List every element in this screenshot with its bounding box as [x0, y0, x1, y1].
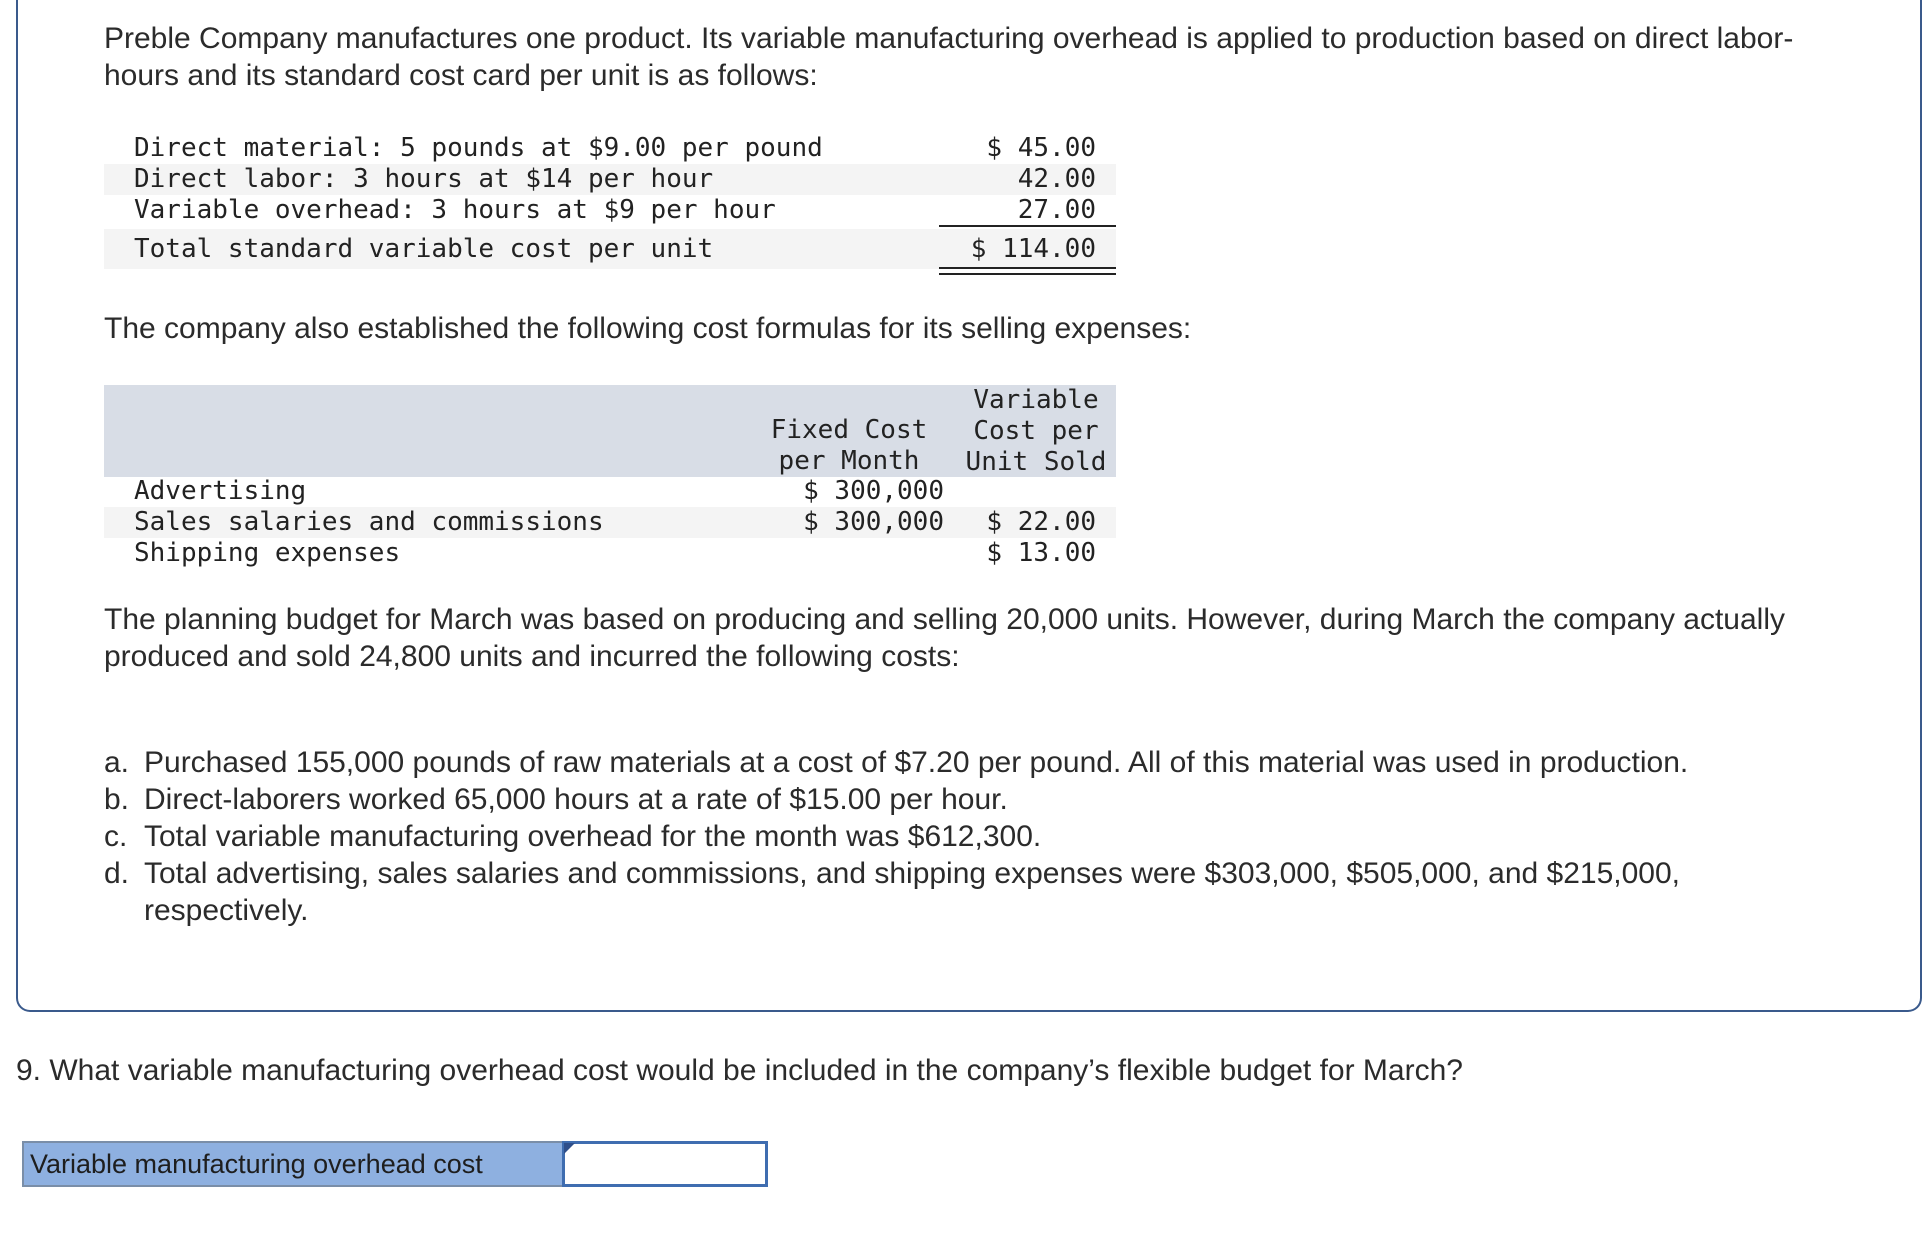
selling-row-fixed: $ 300,000 — [803, 476, 944, 506]
cost-row — [104, 133, 1116, 164]
variable-overhead-cost-input[interactable] — [565, 1144, 765, 1184]
planning-paragraph: The planning budget for March was based on producing and selling 20,000 units. However, during March the company actually produced and sold 24,800 units and incurred the following costs: — [104, 603, 1786, 673]
list-item-marker: b. — [104, 783, 130, 816]
total-double-rule — [939, 267, 1116, 275]
selling-row-label: Sales salaries and commissions — [134, 507, 604, 537]
list-item-marker: d. — [104, 857, 130, 890]
total-amount: $ 114.00 — [970, 234, 1096, 264]
selling-row-label: Advertising — [134, 476, 307, 506]
list-item-text: Direct-laborers worked 65,000 hours at a rate of $15.00 per hour. — [144, 783, 1008, 816]
list-item — [104, 818, 1844, 855]
selling-row-variable: $ 22.00 — [986, 507, 1096, 537]
list-item-text: Total variable manufacturing overhead for the month was $612,300. — [144, 820, 1042, 853]
selling-row-variable: $ 13.00 — [986, 538, 1096, 568]
cost-row — [104, 164, 1116, 195]
variable-header-line: Unit Sold — [965, 447, 1107, 477]
cost-row-label: Variable overhead: 3 hours at $9 per hour — [134, 195, 776, 225]
selling-row — [104, 476, 1116, 507]
cost-row — [104, 195, 1116, 226]
selling-table-header — [104, 385, 1116, 477]
fixed-cost-header — [744, 415, 954, 477]
answer-field-wrapper — [562, 1141, 768, 1187]
answer-row — [22, 1141, 768, 1187]
cost-row-label: Direct material: 5 pounds at $9.00 per pound — [134, 133, 823, 163]
list-item-marker: c. — [104, 820, 128, 853]
variable-header-line: Variable — [973, 385, 1099, 415]
list-item-text: Total advertising, sales salaries and commissions, and shipping expenses were $303,000, $505,000, and $215,000, respectively. — [144, 857, 1680, 927]
field-corner-icon — [564, 1143, 575, 1154]
total-label: Total standard variable cost per unit — [134, 234, 714, 264]
selling-row-label: Shipping expenses — [134, 538, 401, 568]
list-item-marker: a. — [104, 746, 130, 779]
fixed-header-line: Fixed Cost — [770, 415, 928, 445]
cost-row-amount: 27.00 — [1017, 195, 1096, 225]
fixed-header-line: per Month — [778, 446, 920, 476]
variable-cost-header — [956, 385, 1116, 478]
question-text: 9. What variable manufacturing overhead cost would be included in the company’s flexible budget for March? — [16, 1054, 1463, 1087]
answer-label: Variable manufacturing overhead cost — [22, 1141, 562, 1187]
selling-row — [104, 507, 1116, 538]
list-item — [104, 781, 1844, 818]
selling-row — [104, 538, 1116, 569]
list-item — [104, 744, 1844, 781]
list-item-text: Purchased 155,000 pounds of raw materials at a cost of $7.20 per pound. All of this material was used in production. — [144, 746, 1689, 779]
cost-items-list — [104, 744, 1844, 929]
cost-row-amount: $ 45.00 — [986, 133, 1096, 163]
selling-intro: The company also established the following cost formulas for its selling expenses: — [104, 312, 1192, 345]
cost-row-amount: 42.00 — [1017, 164, 1096, 194]
selling-row-fixed: $ 300,000 — [803, 507, 944, 537]
intro-paragraph: Preble Company manufactures one product. Its variable manufacturing overhead is applied to production based on direct labor-hours and its standard cost card per unit is as follows: — [104, 22, 1794, 92]
cost-row-label: Direct labor: 3 hours at $14 per hour — [134, 164, 714, 194]
list-item — [104, 855, 1844, 929]
subtotal-rule — [939, 225, 1116, 227]
total-row — [104, 229, 1116, 269]
variable-header-line: Cost per — [973, 416, 1099, 446]
